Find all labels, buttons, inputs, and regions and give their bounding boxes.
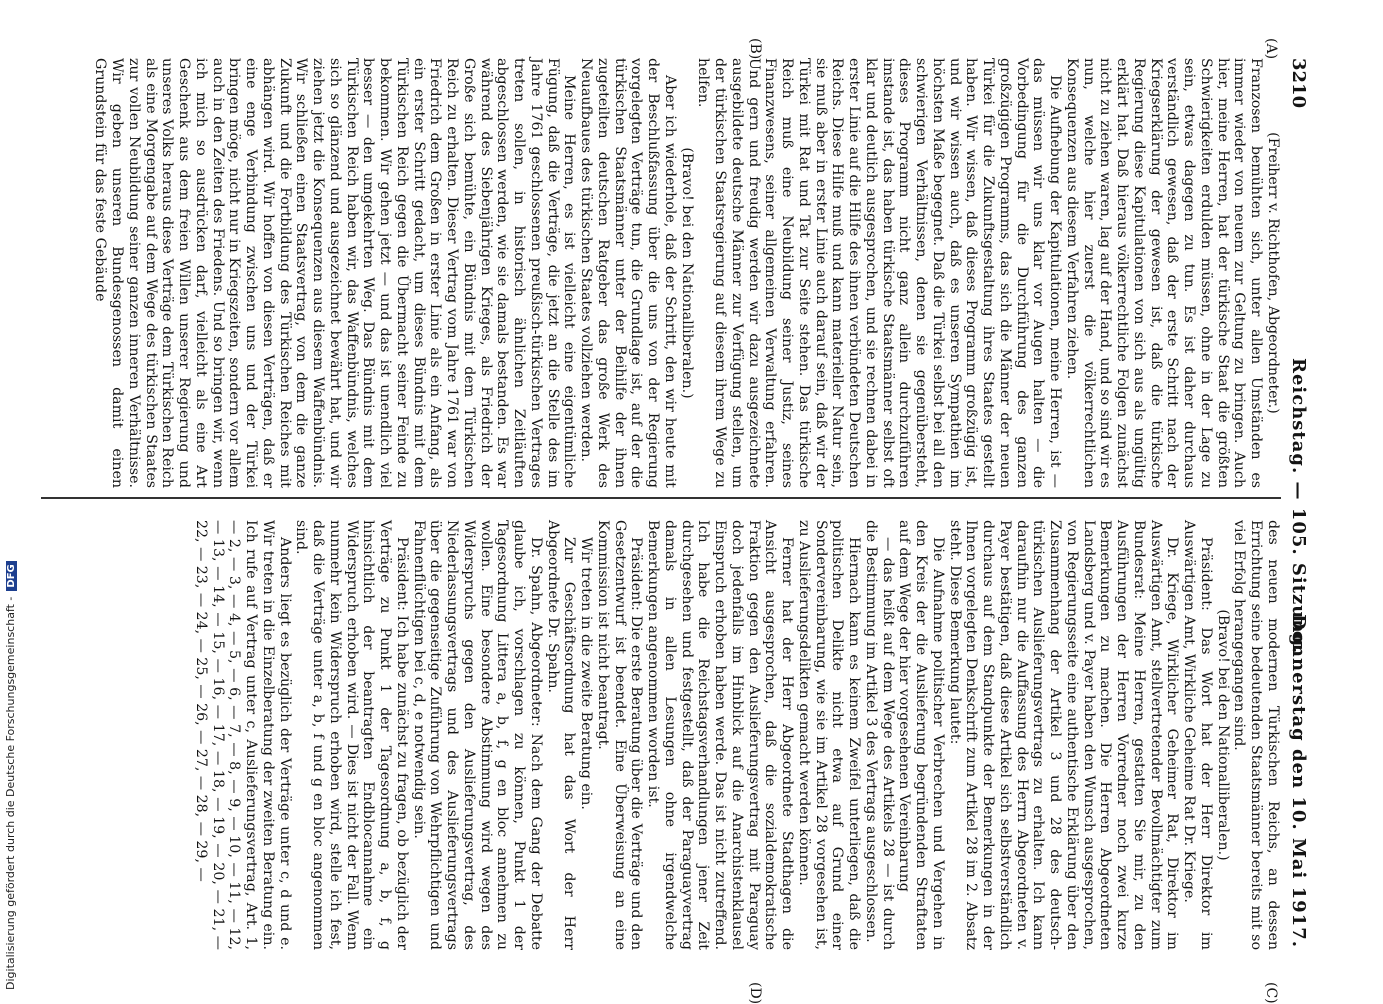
paragraph: Die Aufhebung der Kapitulationen, meine Herren, ist — das müssen wir uns klar vor Augen halten — die Vorbedingung für die Durchführung des ganzen großzügigen Programms, das sich die Männer der neuen Türkei für die Zukunftsgestaltung ihres Staates gestellt haben. Wir wissen, daß dieses Programm großzügig ist, und wir wissen auch, daß es unseren Sympathien im höchsten Maße begegnet. Daß die Türkei selbst bei all den schwierigen Verhältnissen, denen sie gegenübersteht, dieses Programm nicht ganz allein durchzuführen imstande ist, das haben türkische Staatsmänner selbst oft klar und deutlich ausgesprochen, und sie rechnen dabei in erster Linie auf die Hilfe des ihnen verbündeten Deutschen Reichs. Diese Hilfe muß und kann materieller Natur sein, sie muß aber in erster Linie auch darauf sein, daß wir der Türkei mit Rat und Tat zur Seite stehen. Das türkische Reich muß eine Neubildung seiner Justiz, seines Finanzwesens, seiner allgemeinen Verwaltung erfahren. Und gern und freudig werden wir dazu ausgezeichnete ausgebildete deutsche Männer zur Verfügung stellen, um der türkischen Staatsregierung auf diesem ihrem Wege zu helfen. (695, 58, 1064, 488)
paragraph: Präsident: Ich habe zunächst zu fragen, ob bezüglich der Verträge zu Punkt 1 der Tagesordnung a, b, f, g hinsichtlich der beantragten Endblocannahme ein Widerspruch erhoben wird. — Dies ist nicht der Fall. Wenn nunmehr kein Widerspruch erhoben wird, stelle ich fest, daß die Verträge unter a, b, f und g en bloc angenommen sind. (293, 520, 410, 950)
speaker-attribution: (Freiherr v. Richthofen, Abgeordneter.) (1265, 132, 1281, 414)
paragraph: Meine Herren, es ist vielleicht eine eigentümliche Fügung, daß die Verträge, die jetzt an die Stelle des im Jahre 1761 geschlossenen preußisch-türkischen Vertrages treten sollen, in historisch ähnlichen Zeitläuften abgeschlossen werden, wie sie damals bestanden. Es war während des Siebenjährigen Krieges, als Friedrich der Große sich bemühte, ein Bündnis mit dem Türkischen Reich zu erhalten. Dieser Vertrag vom Jahre 1761 war von Friedrich dem Großen in erster Linie als ein Anfang, als ein erster Schritt gedacht, um dieses Bündnis mit dem Türkischen Reich gegen die Übermacht seiner Feinde zu bekommen. Wir gehen jetzt — und das ist unendlich viel besser — den umgekehrten Weg. Das Bündnis mit dem Türkischen Reich haben wir, das Waffenbündnis, welches sich so glänzend und ausgezeichnet bewährt hat, und wir ziehen jetzt die Konsequenzen aus diesem Waffenbündnis. Wir schließen einen Staatsvertrag, von dem die ganze Zukunft und die Fortbildung des Türkischen Reiches mit abhängen wird. Wir hoffen von diesen Verträgen, daß er eine enge Verbindung zwischen uns und der Türkei bringen möge, nicht nur in Kriegszeiten, sondern vor allem auch in den Zeiten des Friedens. Und so bringen wir, wenn ich mich so ausdrücken darf, vielleicht als eine Art Geschenk aus dem freien Willen unserer Regierung und unseres Volks heraus diese Verträge dem Türkischen Reich als eine Morgengabe auf dem Wege des türkischen Staates zur vollen Neubildung seiner ganzen inneren Verhältnisse. Wir geben unseren Bundesgenossen damit einen Grundstein für das feste Gebäude (92, 58, 578, 488)
paragraph: Ferner hat der Herr Abgeordnete Stadthagen die Ansicht ausgesprochen, daß die sozialdemokratische Fraktion gegen den Auslieferungsvertrag mit Paraguay doch jedenfalls im Hinblick auf die Anarchistenklausel Einspruch erhoben haben werde. Das ist nicht zutreffend. Ich habe die Reichstagsverhandlungen jener Zeit durchgesehen und festgestellt, daß der Paraguayvertrag damals in allen Lesungen ohne irgendwelche Bemerkungen angenommen worden ist. (645, 520, 796, 950)
dfg-logo: DFG (6, 561, 17, 590)
column-divider (41, 497, 1281, 499)
session-date: Donnerstag den 10. Mai 1917. (1288, 614, 1309, 948)
margin-mark-c: (C) (1263, 982, 1279, 1004)
paragraph: Franzosen bemühten sich, unter allen Umständen es immer wieder von neuem zur Geltung zu bringen. Auch hier, meine Herren, hat der türkische Staat die größten Schwierigkeiten erdulden müssen, ohne in der Lage zu sein, etwas dagegen zu tun. Es ist daher durchaus verständlich gewesen, daß der erste Schritt nach der Kriegserklärung der gewesen ist, daß die türkische Regierung diese Kapitulationen von sich aus als ungültig erklärt hat. Daß hieraus völkerrechtliche Folgen zunächst nicht zu ziehen waren, lag auf der Hand, und so sind wir es nun, welche hier zuerst die völkerrechtlichen Konsequenzen aus diesem Verfahren ziehen. (1064, 58, 1265, 488)
quotation: — das heißt auf dem Wege des Artikels 28 — ist durch die Bestimmung im Artikel 3 des Vertrags ausgeschlossen. (863, 520, 896, 950)
credit-text: Digitalisierung gefördert durch die Deutsche Forschungsgemeinschaft - (4, 596, 17, 990)
paragraph: des neuen modernen Türkischen Reichs, an dessen Errichtung seine bedeutenden Staatsmänner bereits mit so viel Erfolg herangegangen sind. (1231, 520, 1281, 950)
left-column (92, 58, 1281, 488)
paragraph: Anders liegt es bezüglich der Verträge unter c, d und e. Wir treten in die Einzelberatung der zweiten Beratung ein. Ich rufe auf Vertrag unter c, Auslieferungsvertrag, Art. 1, — 2, — 3, — 4, — 5, — 6, — 7, — 8, — 9, — 10, — 11, — 12, — 13, — 14, — 15, — 16, — 17, — 18, — 19, — 20, — 21, — 22, — 23, — 24, — 25, — 26, — 27, — 28, — 29, — (193, 520, 293, 950)
right-column (192, 520, 1281, 950)
paragraph: Präsident: Das Wort hat der Herr Direktor im Auswärtigen Amt, Wirkliche Geheime Rat Dr. Kriege. (1181, 520, 1214, 950)
digitization-credit (4, 0, 18, 990)
paragraph: Dr. Spahn, Abgeordneter: Nach dem Gang der Debatte glaube ich, vorschlagen zu können, Punkt 1 der Tagesordnung Littera a, b, f, g en bloc annehmen zu wollen. Eine besondere Abstimmung wird wegen des Widerspruchs gegen den Auslieferungsvertrag, des Niederlassungsvertrags und des Auslieferungsvertrags über die gegenseitige Zuführung von Wehrpflichtigen und Fahnenflüchtigen bei c, d, e notwendig sein. (410, 520, 544, 950)
page-header (1283, 58, 1313, 948)
margin-mark-b: (B) (747, 38, 763, 60)
paragraph: Aber ich wiederhole, daß der Schritt, den wir heute mit der Beschlußfassung über die uns von der Regierung vorgelegten Verträge tun, die Grundlage ist, auf der die türkischen Staatsmänner unter der Beihilfe der ihnen zugeteilten deutschen Ratgeber das große Werk des Neuaufbaues des türkischen Staates vollziehen werden. (578, 58, 678, 488)
quotation: Die Aufnahme politischer Verbrechen und Vergehen in den Kreis der die Auslieferung begründenden Straftaten auf dem Wege der hier vorgesehenen Vereinbarung (896, 520, 946, 950)
page-number: 3210 (1288, 58, 1309, 109)
interjection: (Bravo! bei den Nationalliberalen.) (1214, 609, 1231, 861)
paragraph: Hiernach kann es keinem Zweifel unterliegen, daß die politischen Delikte nicht etwa auf Grund einer Sondervereinbarung, wie sie im Artikel 28 vorgesehen ist, zu Auslieferungsdelikten gemacht werden können. (796, 520, 863, 950)
paragraph: Wir treten in die zweite Beratung ein. (578, 537, 595, 810)
margin-mark-a: (A) (1263, 38, 1279, 60)
margin-mark-d: (D) (747, 982, 763, 1004)
running-title: Reichstag. — 105. Sitzung. (1288, 358, 1309, 655)
interjection: (Bravo! bei den Nationalliberalen.) (678, 147, 695, 399)
paragraph: Dr. Kriege, Wirklicher Geheimer Rat, Direktor im Auswärtigen Amt, stellvertretender Bevollmächtigter zum Bundesrat: Meine Herren, gestatten Sie mir, zu den Ausführungen der Herren Vorredner noch zwei kurze Bemerkungen zu machen. Die Herren Abgeordneten Landsberg und v. Payer haben den Wunsch ausgesprochen, von Regierungsseite eine authentische Erklärung über den Zusammenhang der Artikel 3 und 28 des deutsch-türkischen Auslieferungsvertrags zu erhalten. Ich kann daraufhin nur die Auffassung des Herrn Abgeordneten v. Payer bestätigen, daß diese Artikel sich selbstverständlich durchaus auf dem Standpunkte der Bemerkungen in der Ihnen vorgelegten Denkschrift zum Artikel 28 im 2. Absatz steht. Diese Bemerkung lautet: (946, 520, 1181, 950)
paragraph: Präsident: Die erste Beratung über die Verträge und den Gesetzentwurf ist beendet. Eine Überweisung an eine Kommission ist nicht beantragt. (595, 520, 645, 950)
paragraph: Zur Geschäftsordnung hat das Wort der Herr Abgeordnete Dr. Spahn. (544, 520, 578, 950)
